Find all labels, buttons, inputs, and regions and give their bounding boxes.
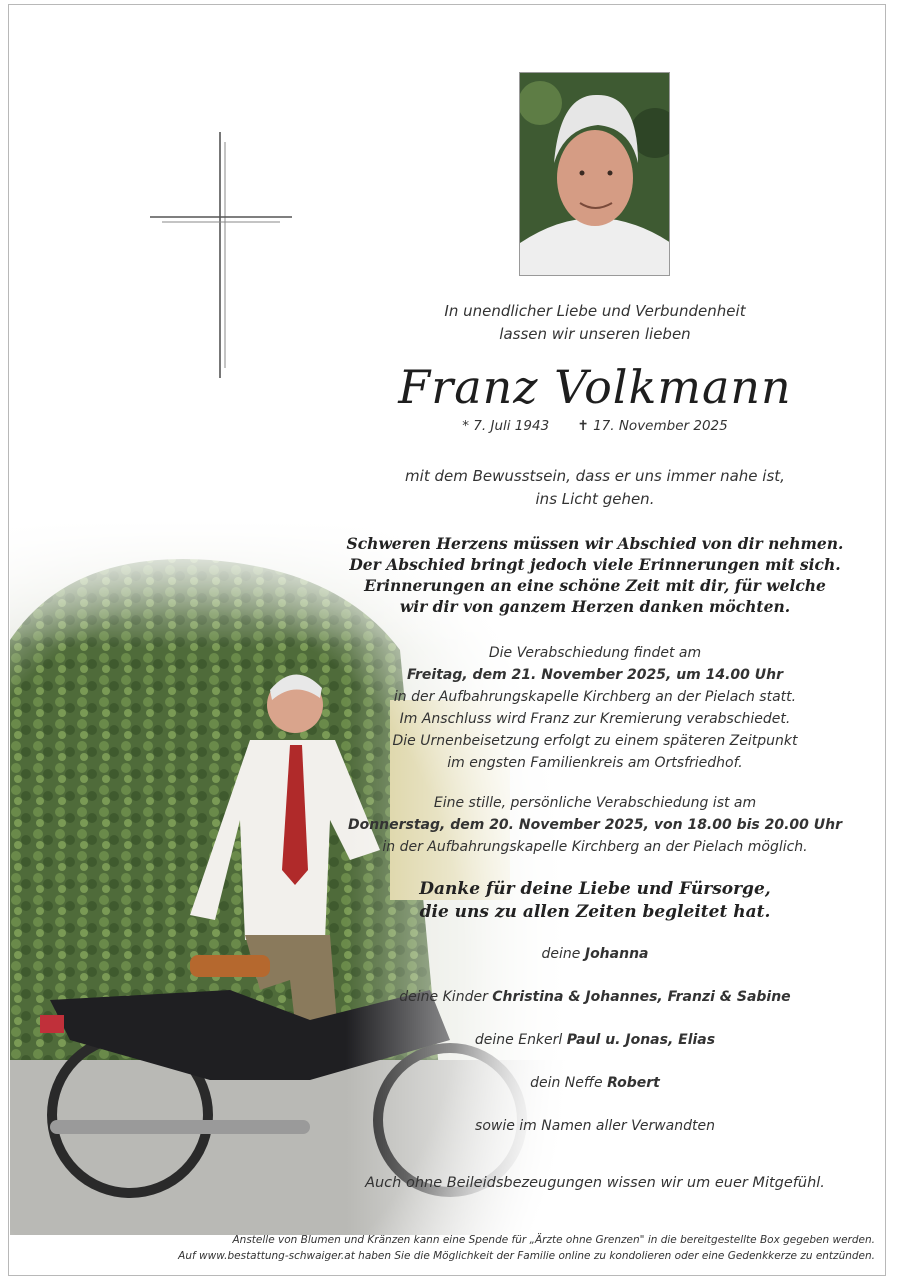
signature-names: Robert	[607, 1075, 660, 1091]
signature-prefix: deine	[541, 946, 581, 962]
awareness-line-2: ins Licht gehen.	[535, 490, 655, 508]
thanks-verse	[310, 878, 880, 924]
intro-line-1: In unendlicher Liebe und Verbundenheit	[444, 302, 746, 320]
farewell-verse	[310, 533, 880, 617]
private-line-3: in der Aufbahrungskapelle Kirchberg an der Pielach möglich.	[382, 839, 808, 855]
farewell-line-5: Die Urnenbeisetzung erfolgt zu einem späteren Zeitpunkt	[392, 733, 798, 749]
farewell-line-6: im engsten Familienkreis am Ortsfriedhof.	[447, 755, 743, 771]
signature-grandchildren	[310, 1032, 880, 1048]
death-date: ✝ 17. November 2025	[577, 418, 728, 434]
signature-prefix: dein Neffe	[530, 1075, 603, 1091]
verse-line: Erinnerungen an eine schöne Zeit mit dir, für welche	[364, 576, 826, 595]
signature-nephew	[310, 1075, 880, 1091]
farewell-line-1: Die Verabschiedung findet am	[488, 645, 702, 661]
condolence-note: Auch ohne Beileidsbezeugungen wissen wir um euer Mitgefühl.	[365, 1175, 825, 1191]
footer-donation-note: Anstelle von Blumen und Kränzen kann eine Spende für „Ärzte ohne Grenzen" in die bereitgestellte Box gegeben werden.	[232, 1234, 875, 1246]
verse-line: Der Abschied bringt jedoch viele Erinnerungen mit sich.	[349, 555, 841, 574]
life-dates	[310, 418, 880, 434]
birth-date: * 7. Juli 1943	[462, 418, 550, 434]
signature-prefix: deine Enkerl	[474, 1032, 563, 1048]
signature-names: Paul u. Jonas, Elias	[566, 1032, 716, 1048]
signature-relatives: sowie im Namen aller Verwandten	[475, 1118, 715, 1134]
farewell-date: Freitag, dem 21. November 2025, um 14.00 Uhr	[406, 667, 784, 683]
awareness-text	[310, 465, 880, 511]
farewell-line-4: Im Anschluss wird Franz zur Kremierung verabschiedet.	[399, 711, 791, 727]
thanks-line-1: Danke für deine Liebe und Fürsorge,	[419, 879, 771, 899]
signature-wife	[310, 946, 880, 962]
signature-names: Johanna	[584, 946, 649, 962]
signature-names: Christina & Johannes, Franzi & Sabine	[492, 989, 791, 1005]
signature-children	[310, 989, 880, 1005]
deceased-name: Franz Volkmann	[398, 360, 792, 414]
intro-text	[310, 300, 880, 346]
private-line-1: Eine stille, persönliche Verabschiedung ist am	[433, 795, 757, 811]
footer-online-note: Auf www.bestattung-schwaiger.at haben Sie die Möglichkeit der Familie online zu kondolieren oder eine Gedenkkerze zu entzünden.	[178, 1250, 875, 1262]
thanks-line-2: die uns zu allen Zeiten begleitet hat.	[419, 902, 771, 922]
private-farewell	[310, 792, 880, 858]
signature-prefix: deine Kinder	[399, 989, 488, 1005]
farewell-announcement	[310, 642, 880, 774]
intro-line-2: lassen wir unseren lieben	[499, 325, 691, 343]
verse-line: Schweren Herzens müssen wir Abschied von dir nehmen.	[346, 534, 844, 553]
awareness-line-1: mit dem Bewusstsein, dass er uns immer nahe ist,	[405, 467, 785, 485]
portrait-photo	[519, 72, 670, 276]
verse-line: wir dir von ganzem Herzen danken möchten.	[399, 597, 791, 616]
private-date: Donnerstag, dem 20. November 2025, von 18.00 bis 20.00 Uhr	[347, 817, 843, 833]
farewell-line-3: in der Aufbahrungskapelle Kirchberg an der Pielach statt.	[393, 689, 797, 705]
cross-icon	[150, 132, 292, 378]
